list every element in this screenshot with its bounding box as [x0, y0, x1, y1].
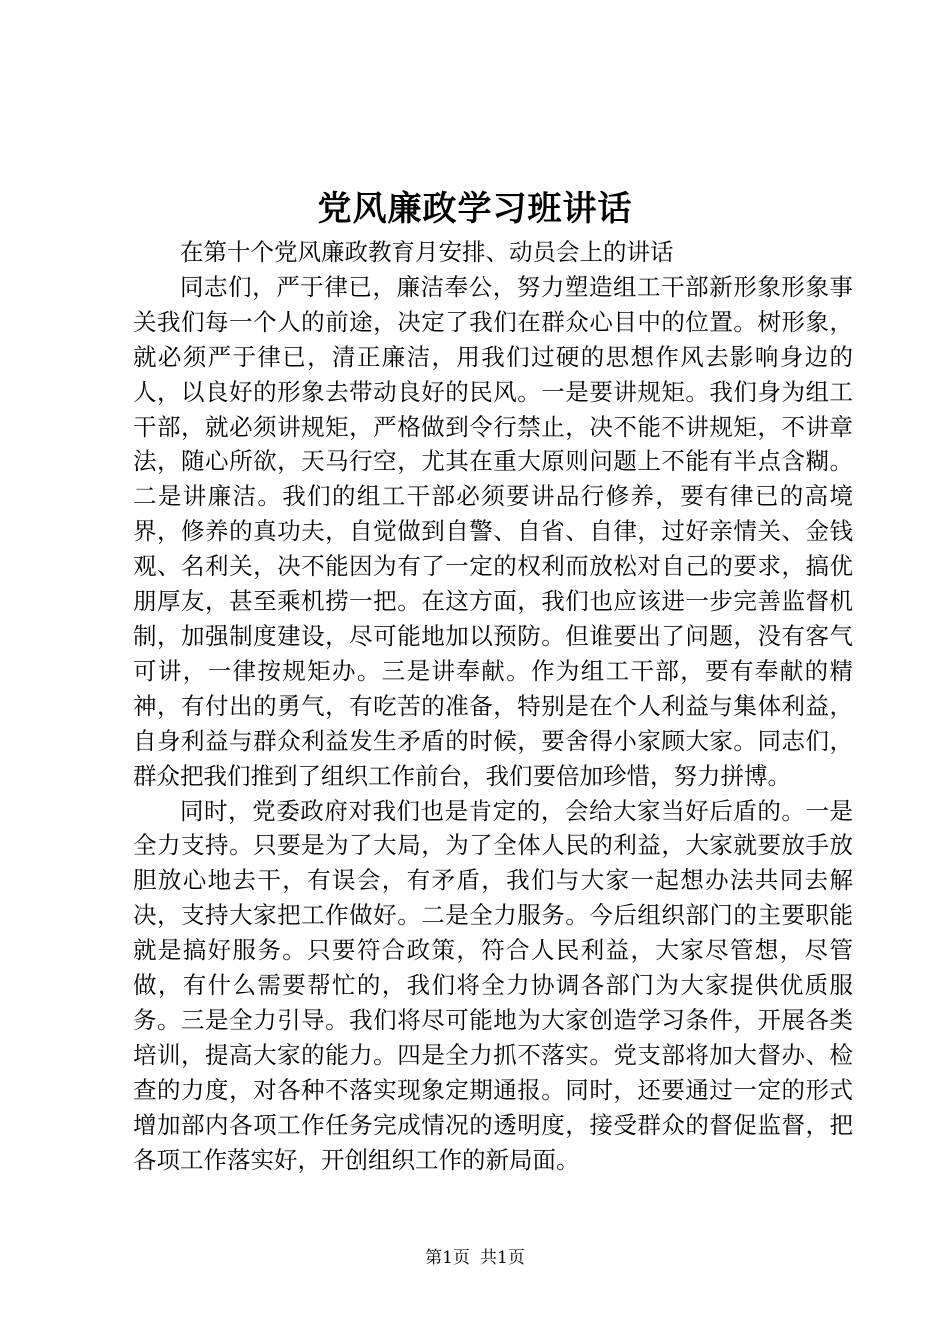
body-paragraph-1: 同志们，严于律已，廉洁奉公，努力塑造组工干部新形象形象事关我们每一个人的前途，决定了我们在群众心目中的位置。树形象，就必须严于律已，清正廉洁，用我们过硬的思想作风去影响身边的人，以良好的形象去带动良好的民风。一是要讲规矩。我们身为组工干部，就必须讲规矩，严格做到令行禁止，决不能不讲规矩，不讲章法，随心所欲，天马行空，尤其在重大原则问题上不能有半点含糊。二是讲廉洁。我们的组工干部必须要讲品行修养，要有律已的高境界，修养的真功夫，自觉做到自警、自省、自律，过好亲情关、金钱观、名利关，决不能因为有了一定的权利而放松对自己的要求，搞优朋厚友，甚至乘机捞一把。在这方面，我们也应该进一步完善监督机制，加强制度建设，尽可能地加以预防。但谁要出了问题，没有客气可讲，一律按规矩办。三是讲奉献。作为组工干部，要有奉献的精神，有付出的勇气，有吃苦的准备，特别是在个人利益与集体利益，自身利益与群众利益发生矛盾的时候，要舍得小家顾大家。同志们，群众把我们推到了组织工作前台，我们要倍加珍惜，努力拼博。 — [133, 272, 853, 790]
body-paragraph-2: 同时，党委政府对我们也是肯定的，会给大家当好后盾的。一是全力支持。只要是为了大局，为了全体人民的利益，大家就要放手放胆放心地去干，有误会，有矛盾，我们与大家一起想办法共同去解决，支持大家把工作做好。二是全力服务。今后组织部门的主要职能就是搞好服务。只要符合政策，符合人民利益，大家尽管想，尽管做，有什么需要帮忙的，我们将全力协调各部门为大家提供优质服务。三是全力引导。我们将尽可能地为大家创造学习条件，开展各类培训，提高大家的能力。四是全力抓不落实。党支部将加大督办、检查的力度，对各种不落实现象定期通报。同时，还要通过一定的形式增加部内各项工作任务完成情况的透明度，接受群众的督促监督，把各项工作落实好，开创组织工作的新局面。 — [133, 796, 853, 1174]
page-total: 共1页 — [480, 1248, 525, 1268]
document-title: 党风廉政学习班讲话 — [317, 189, 633, 229]
document-body — [133, 235, 853, 1177]
page-footer — [0, 1246, 950, 1270]
subtitle-paragraph: 在第十个党风廉政教育月安排、动员会上的讲话 — [180, 238, 674, 266]
page-number: 第1页 — [425, 1248, 470, 1268]
